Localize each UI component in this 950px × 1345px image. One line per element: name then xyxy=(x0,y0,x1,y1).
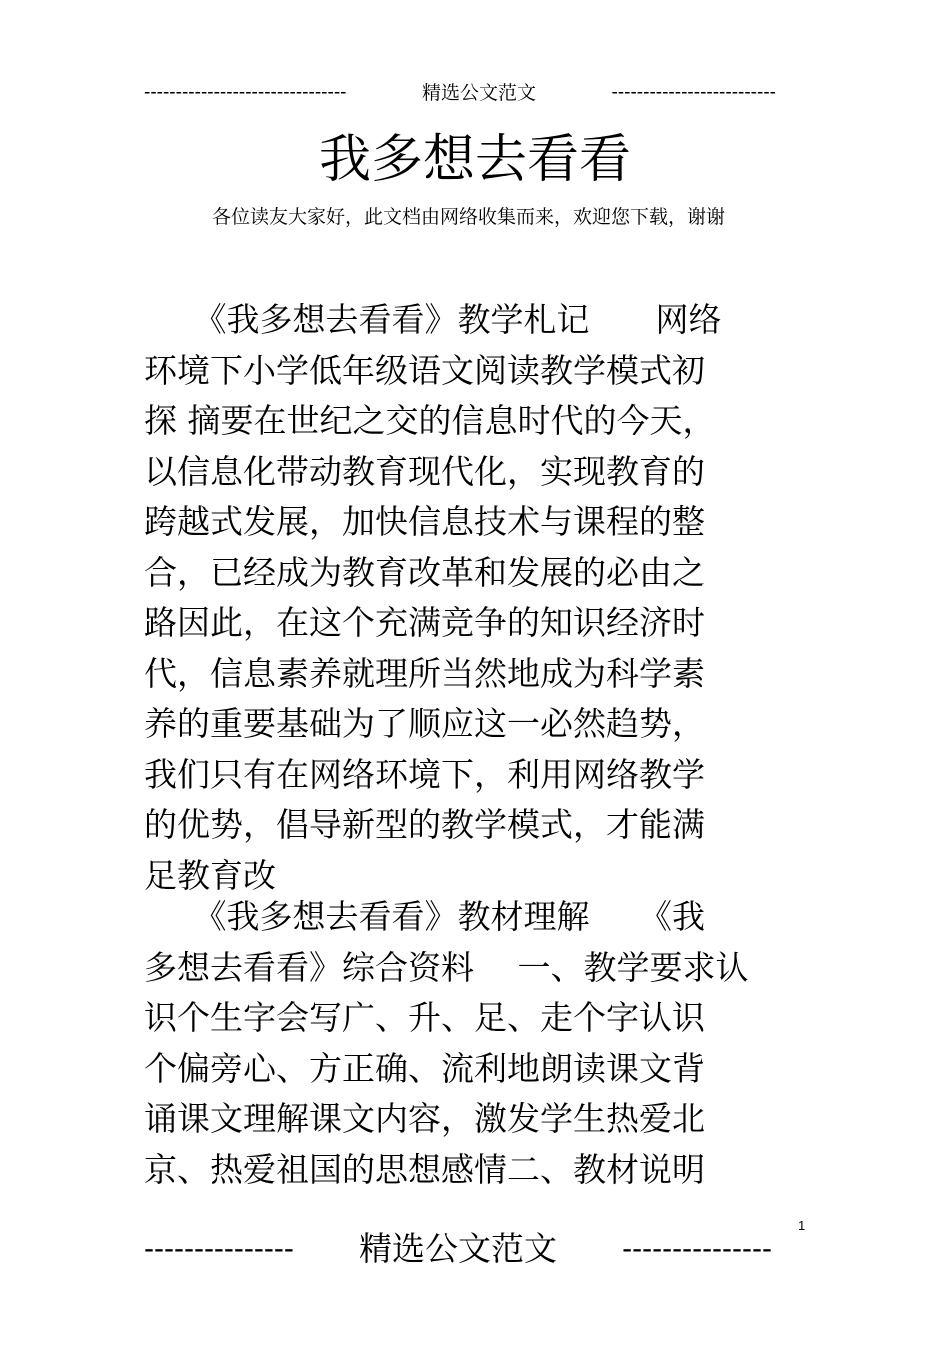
text-line: 个偏旁心、方正确、流利地朗读课文背 xyxy=(144,1048,705,1088)
text-line: 的优势，倡导新型的教学模式，才能满 xyxy=(144,805,705,844)
text-line: 诵课文理解课文内容，激发学生热爱北 xyxy=(144,1099,705,1138)
page-header xyxy=(144,80,776,106)
text-line: 多想去看看》综合资料 一、教学要求认 xyxy=(144,947,749,987)
document-title: 我多想去看看 xyxy=(318,130,631,190)
text-line: 《我多想去看看》教材理解 《我 xyxy=(144,897,705,936)
text-line: 养的重要基础为了顺应这一必然趋势， xyxy=(144,704,705,743)
text-line: 代，信息素养就理所当然地成为科学素 xyxy=(144,653,705,693)
text-line: 《我多想去看看》教学札记 网络 xyxy=(144,300,722,339)
text-line: 路因此，在这个充满竞争的知识经济时 xyxy=(144,603,705,642)
header-right-rule: -------------------------- xyxy=(611,82,776,103)
text-line: 探 摘要在世纪之交的信息时代的今天， xyxy=(144,401,716,440)
text-line: 以信息化带动教育现代化，实现教育的 xyxy=(144,451,705,491)
footer-right-rule: --------------- xyxy=(622,1232,772,1265)
text-line: 跨越式发展，加快信息技术与课程的整 xyxy=(144,502,705,541)
paragraph-2 xyxy=(144,892,804,1195)
page-footer xyxy=(144,1225,772,1273)
text-line: 京、热爱祖国的思想感情二、教材说明 xyxy=(144,1149,705,1189)
header-left-rule: -------------------------------- xyxy=(144,82,347,103)
header-label: 精选公文范文 xyxy=(421,82,536,104)
text-line: 合，已经成为教育改革和发展的必由之 xyxy=(144,552,705,592)
page-number: 1 xyxy=(798,1218,806,1233)
text-line: 识个生字会写广、升、足、走个字认识 xyxy=(144,998,705,1037)
footer-label: 精选公文范文 xyxy=(359,1229,557,1268)
paragraph-1 xyxy=(144,295,804,901)
text-line: 环境下小学低年级语文阅读教学模式初 xyxy=(144,350,705,390)
text-line: 我们只有在网络环境下，利用网络教学 xyxy=(144,754,705,794)
text-line: 足教育改 xyxy=(144,855,276,895)
footer-left-rule: --------------- xyxy=(144,1232,294,1265)
document-subtitle: 各位读友大家好，此文档由网络收集而来，欢迎您下载，谢谢 xyxy=(212,206,726,228)
